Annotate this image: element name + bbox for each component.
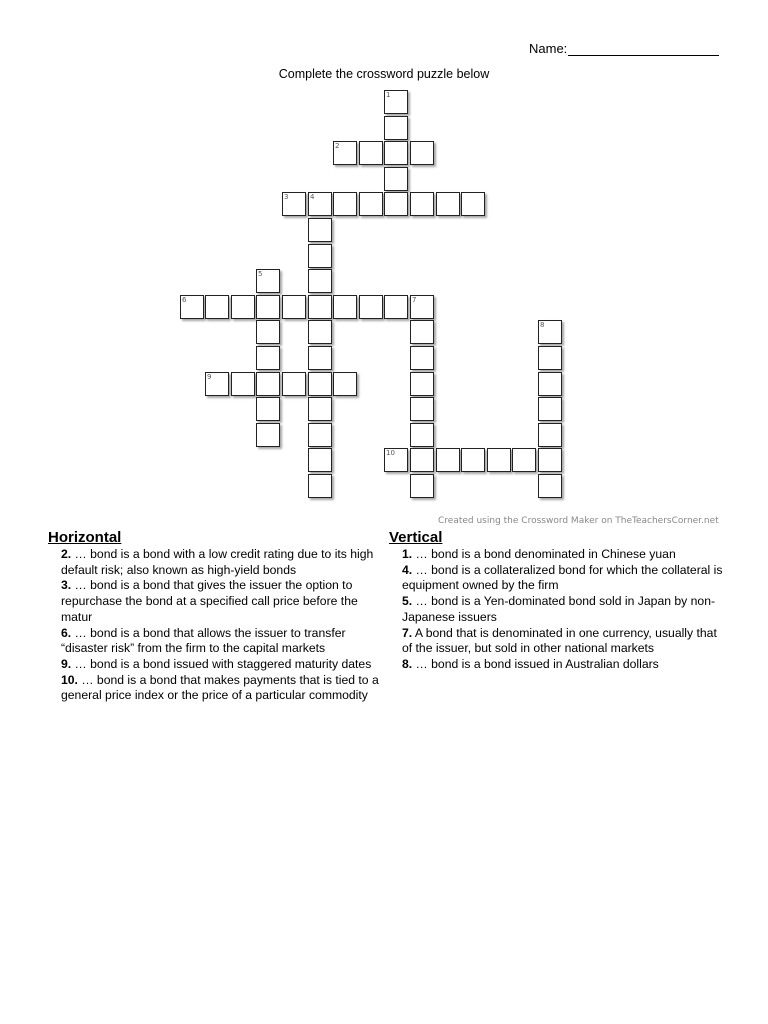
crossword-cell[interactable] (410, 320, 434, 344)
crossword-cell[interactable] (308, 448, 332, 472)
crossword-cell[interactable] (333, 141, 357, 165)
crossword-cell[interactable] (282, 295, 306, 319)
crossword-cell[interactable] (308, 397, 332, 421)
crossword-cell[interactable] (308, 320, 332, 344)
crossword-cell[interactable] (308, 423, 332, 447)
clue-5-down: 5. … bond is a Yen-dominated bond sold in Japan by non-Japanese issuers (402, 594, 716, 624)
crossword-cell[interactable] (308, 269, 332, 293)
clue-number-label: 9 (207, 373, 212, 381)
crossword-cell[interactable] (359, 192, 383, 216)
crossword-cell[interactable] (410, 448, 434, 472)
crossword-cell[interactable] (538, 474, 562, 498)
name-label: Name: (529, 41, 568, 56)
crossword-cell[interactable] (256, 346, 280, 370)
clue-7-down: 7. A bond that is denominated in one currency, usually that of the issuer, but sold in other national markets (402, 625, 717, 656)
clue-3-across: 3. … bond is a bond that gives the issuer the option to repurchase the bond at a specified call price before the matur (61, 578, 358, 624)
crossword-cell[interactable] (461, 192, 485, 216)
crossword-cell[interactable] (256, 397, 280, 421)
crossword-cell[interactable] (308, 346, 332, 370)
clue-number-label: 1 (386, 91, 391, 99)
name-input-line[interactable] (568, 41, 719, 56)
crossword-cell[interactable] (410, 372, 434, 396)
horizontal-clues (48, 529, 388, 704)
name-field (529, 41, 719, 56)
crossword-cell[interactable] (384, 448, 408, 472)
crossword-cell[interactable] (308, 218, 332, 242)
vertical-clues (389, 529, 729, 673)
vertical-clue-list (389, 547, 729, 673)
crossword-cell[interactable] (538, 397, 562, 421)
clue-number-label: 8 (540, 321, 545, 329)
crossword-cell[interactable] (256, 372, 280, 396)
crossword-cell[interactable] (410, 423, 434, 447)
crossword-cell[interactable] (308, 474, 332, 498)
crossword-cell[interactable] (256, 320, 280, 344)
crossword-cell[interactable] (436, 448, 460, 472)
crossword-cell[interactable] (256, 269, 280, 293)
crossword-cell[interactable] (256, 423, 280, 447)
clue-number-label: 5 (258, 270, 263, 278)
horizontal-clue-list (48, 547, 388, 704)
crossword-cell[interactable] (205, 295, 229, 319)
crossword-cell[interactable] (180, 295, 204, 319)
crossword-cell[interactable] (538, 423, 562, 447)
clue-number-label: 4 (310, 193, 315, 201)
crossword-cell[interactable] (512, 448, 536, 472)
instructions: Complete the crossword puzzle below (278, 67, 490, 81)
crossword-cell[interactable] (359, 295, 383, 319)
crossword-cell[interactable] (384, 167, 408, 191)
crossword-cell[interactable] (384, 295, 408, 319)
crossword-cell[interactable] (333, 295, 357, 319)
clue-number-label: 6 (182, 296, 187, 304)
crossword-cell[interactable] (205, 372, 229, 396)
crossword-cell[interactable] (410, 397, 434, 421)
clue-number-label: 7 (412, 296, 417, 304)
clue-6-across: 6. … bond is a bond that allows the issuer to transfer “disaster risk” from the firm to the capital markets (61, 625, 346, 656)
crossword-cell[interactable] (410, 474, 434, 498)
crossword-cell[interactable] (538, 346, 562, 370)
crossword-cell[interactable] (308, 192, 332, 216)
crossword-cell[interactable] (282, 372, 306, 396)
crossword-cell[interactable] (538, 320, 562, 344)
crossword-cell[interactable] (333, 372, 357, 396)
clue-10-across: 10. … bond is a bond that makes payments that is tied to a general price index or the price of a particular commodity (61, 672, 379, 703)
crossword-cell[interactable] (410, 346, 434, 370)
crossword-cell[interactable] (384, 192, 408, 216)
clue-9-across: 9. … bond is a bond issued with staggered maturity dates (61, 656, 372, 671)
crossword-cell[interactable] (410, 192, 434, 216)
credit-text: Created using the Crossword Maker on TheTeachersCorner.net (438, 516, 719, 526)
vertical-heading: Vertical (389, 529, 443, 546)
clue-8-down: 8. … bond is a bond issued in Australian dollars (402, 656, 659, 671)
clue-number-label: 10 (386, 449, 395, 457)
crossword-cell[interactable] (384, 90, 408, 114)
crossword-cell[interactable] (538, 448, 562, 472)
crossword-cell[interactable] (384, 116, 408, 140)
crossword-cell[interactable] (308, 372, 332, 396)
crossword-cell[interactable] (282, 192, 306, 216)
crossword-cell[interactable] (538, 372, 562, 396)
crossword-cell[interactable] (384, 141, 408, 165)
crossword-cell[interactable] (333, 192, 357, 216)
crossword-cell[interactable] (410, 295, 434, 319)
crossword-cell[interactable] (436, 192, 460, 216)
clue-number-label: 3 (284, 193, 289, 201)
crossword-cell[interactable] (231, 372, 255, 396)
crossword-cell[interactable] (308, 295, 332, 319)
crossword-cell[interactable] (487, 448, 511, 472)
clue-2-across: 2. … bond is a bond with a low credit rating due to its high default risk; also known as high-yield bonds (61, 547, 374, 577)
crossword-cell[interactable] (410, 141, 434, 165)
horizontal-heading: Horizontal (48, 529, 122, 546)
crossword-cell[interactable] (231, 295, 255, 319)
crossword-cell[interactable] (461, 448, 485, 472)
clue-4-down: 4. … bond is a collateralized bond for which the collateral is equipment owned by the firm (402, 562, 723, 593)
clue-1-down: 1. … bond is a bond denominated in Chinese yuan (402, 547, 676, 561)
crossword-cell[interactable] (256, 295, 280, 319)
crossword-cell[interactable] (308, 244, 332, 268)
crossword-cell[interactable] (359, 141, 383, 165)
clue-number-label: 2 (335, 142, 340, 150)
